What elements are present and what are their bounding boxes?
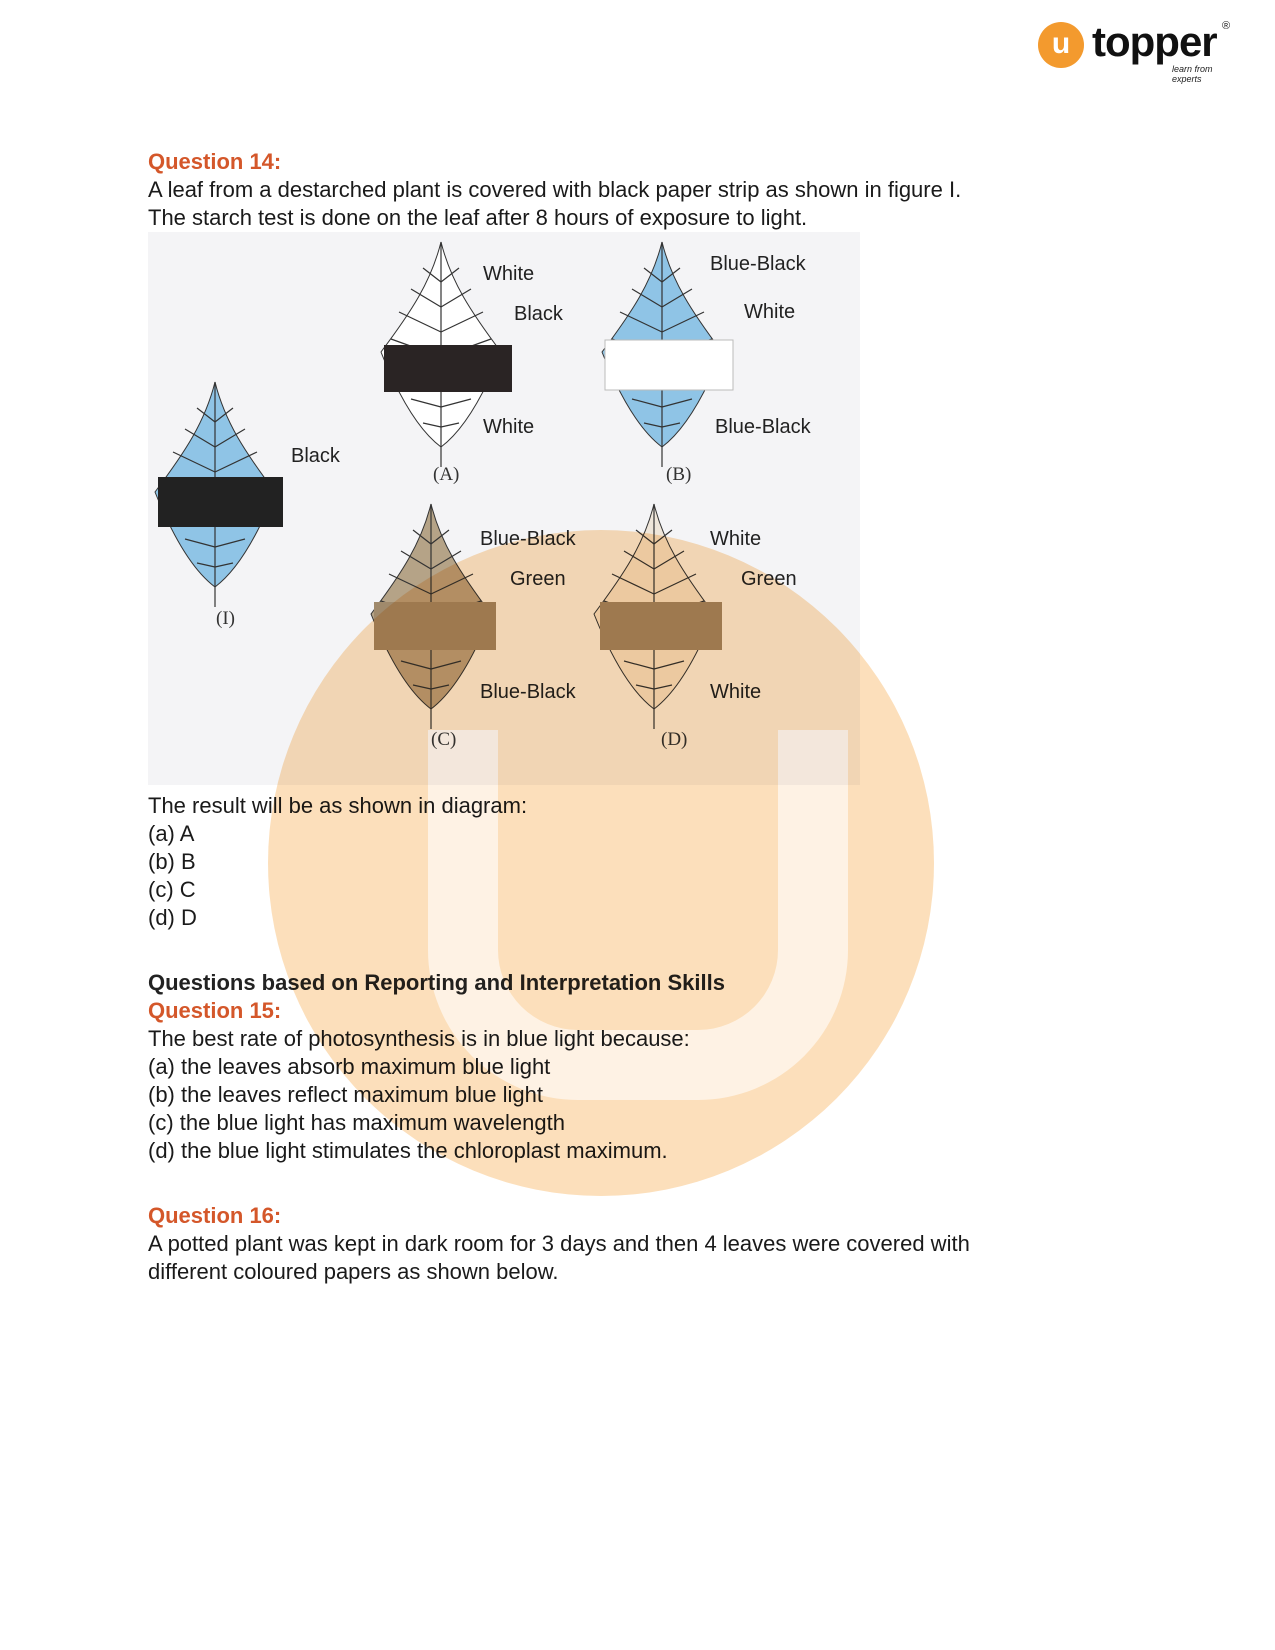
topper-logo — [1038, 18, 1238, 84]
label-b-blue-black-top: Blue-Black — [710, 253, 806, 275]
question-14-prompt: The result will be as shown in diagram: — [148, 793, 528, 818]
option-d: (d) D — [148, 905, 197, 930]
question-16-text: A potted plant was kept in dark room for 3 days and then 4 leaves were covered with — [148, 1231, 970, 1256]
label-d-green: Green — [741, 568, 797, 590]
option-a: (a) A — [148, 821, 195, 846]
section-heading: Questions based on Reporting and Interpretation Skills — [148, 970, 725, 995]
caption-c: (C) — [431, 729, 457, 750]
question-15-text: The best rate of photosynthesis is in blue light because: — [148, 1026, 690, 1051]
caption-a: (A) — [433, 464, 460, 485]
caption-i: (I) — [216, 608, 235, 629]
option-a: (a) the leaves absorb maximum blue light — [148, 1054, 551, 1079]
option-c: (c) the blue light has maximum wavelength — [148, 1110, 565, 1135]
option-c: (c) C — [148, 877, 196, 902]
label-c-blue-black-top: Blue-Black — [480, 528, 576, 550]
logo-wordmark: topper — [1092, 18, 1217, 65]
label-b-white: White — [744, 301, 796, 323]
label-d-white-bottom: White — [710, 681, 762, 703]
option-b: (b) B — [148, 849, 196, 874]
label-i-black: Black — [291, 445, 340, 467]
leaf-figure-c — [371, 504, 496, 729]
registered-mark: ® — [1222, 20, 1231, 32]
leaf-starch-figure — [148, 232, 860, 785]
leaf-figure-i — [155, 382, 283, 607]
question-14-heading: Question 14: — [148, 149, 282, 174]
label-c-blue-black-bottom: Blue-Black — [480, 681, 576, 703]
label-c-green: Green — [510, 568, 566, 590]
logo-tagline: learn from experts — [1172, 64, 1213, 84]
caption-b: (B) — [666, 464, 692, 485]
question-16-heading: Question 16: — [148, 1203, 282, 1228]
question-16-text: different coloured papers as shown below. — [148, 1259, 559, 1284]
question-14-text: The starch test is done on the leaf after 8 hours of exposure to light. — [148, 205, 808, 230]
leaf-figure-b — [602, 242, 733, 467]
label-a-white-top: White — [483, 263, 535, 285]
label-b-blue-black-bottom: Blue-Black — [715, 416, 811, 438]
logo-mark: u — [1038, 22, 1084, 68]
label-d-white-top: White — [710, 528, 762, 550]
question-14-text: A leaf from a destarched plant is covered with black paper strip as shown in figure I. — [148, 177, 962, 202]
label-a-white-bottom: White — [483, 416, 535, 438]
question-15-heading: Question 15: — [148, 998, 282, 1023]
option-d: (d) the blue light stimulates the chloroplast maximum. — [148, 1138, 668, 1163]
caption-d: (D) — [661, 729, 688, 750]
leaf-figure-d — [594, 504, 722, 729]
label-a-black: Black — [514, 303, 563, 325]
option-b: (b) the leaves reflect maximum blue light — [148, 1082, 543, 1107]
